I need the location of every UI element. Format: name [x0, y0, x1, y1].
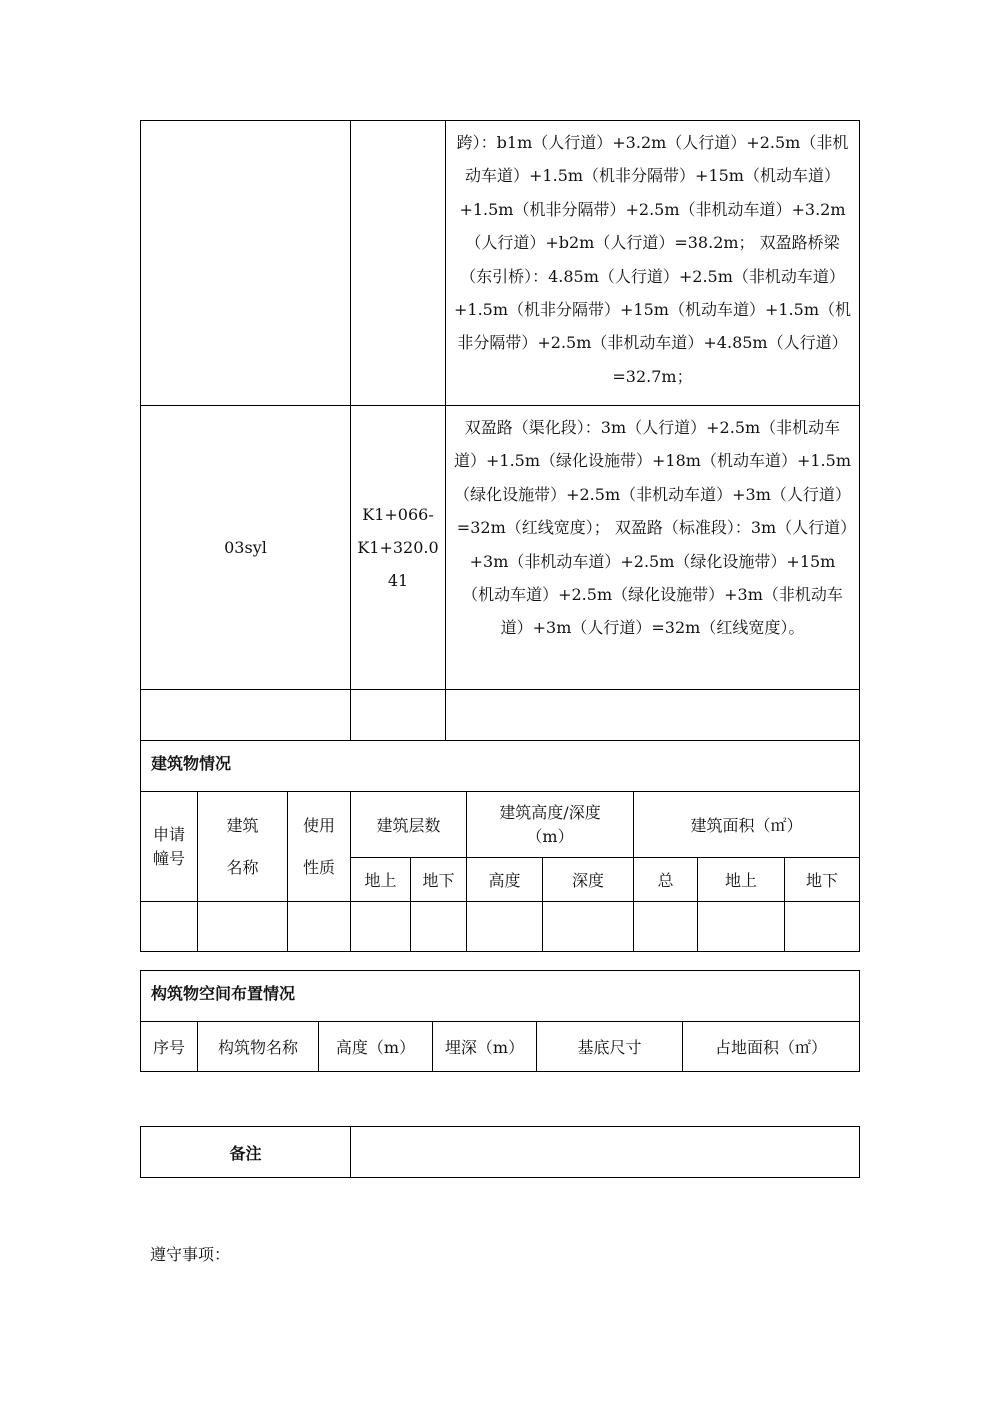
- subheader-area-total: 总: [634, 858, 698, 902]
- road-section-table: [140, 120, 860, 741]
- header-floors: 建筑层数: [351, 792, 467, 858]
- subheader-floors-below: 地下: [411, 858, 467, 902]
- notice-heading: 遵守事项：: [150, 1245, 231, 1264]
- subheader-area-above: 地上: [698, 858, 785, 902]
- range-line: K1+320.0: [357, 538, 439, 557]
- table-row: [141, 406, 860, 690]
- empty-cell: [698, 902, 785, 952]
- structure-table: [140, 970, 860, 1072]
- structure-section-title: 构筑物空间布置情况: [141, 971, 860, 1022]
- header-building-name: [198, 792, 288, 902]
- remark-value: [351, 1127, 860, 1178]
- section-description-cell: 双盈路（渠化段）：3m（人行道）+2.5m（非机动车道）+1.5m（绿化设施带）+18m（机动车道）+1.5m（绿化设施带）+2.5m（非机动车道）+3m（人行道）=32m（红线宽度）； 双盈路（标准段）：3m（人行道）+3m（非机动车道）+2.5m（绿化设施带）+15m（机动车道）+2.5m（绿化设施带）+3m（非机动车道）+3m（人行道）=32m（红线宽度）。: [446, 406, 860, 690]
- empty-cell: [141, 690, 351, 741]
- range-line: 41: [387, 571, 409, 590]
- header-land-area: 占地面积（㎡）: [683, 1022, 860, 1072]
- subheader-height: 高度: [467, 858, 543, 902]
- subheader-area-below: 地下: [785, 858, 860, 902]
- empty-cell: [634, 902, 698, 952]
- remark-label: 备注: [141, 1127, 351, 1178]
- table-row: [141, 121, 860, 406]
- header-area: 建筑面积（㎡）: [634, 792, 860, 858]
- building-table: [140, 740, 860, 952]
- section-description-cell: 跨）：b1m（人行道）+3.2m（人行道）+2.5m（非机动车道）+1.5m（机非分隔带）+15m（机动车道）+1.5m（机非分隔带）+2.5m（非机动车道）+3.2m（人行道）+b2m（人行道）=38.2m； 双盈路桥梁（东引桥）：4.85m（人行道）+2.5m（非机动车道）+1.5m（机非分隔带）+15m（机动车道）+1.5m（机非分隔带）+2.5m（非机动车道）+4.85m（人行道）=32.7m；: [446, 121, 860, 406]
- remark-table: [140, 1126, 860, 1178]
- header-text: 建筑: [226, 815, 259, 835]
- empty-cell: [351, 902, 411, 952]
- empty-cell: [288, 902, 351, 952]
- table-row: [141, 902, 860, 952]
- header-apply-no: [141, 792, 198, 902]
- building-section-title: 建筑物情况: [141, 741, 860, 792]
- section-id-cell: [141, 121, 351, 406]
- empty-cell: [141, 902, 198, 952]
- empty-cell: [785, 902, 860, 952]
- header-text: （m）: [526, 826, 574, 846]
- header-text: 建筑高度/深度: [499, 802, 601, 822]
- header-text: 幢号: [152, 848, 185, 868]
- header-text: 名称: [226, 857, 259, 877]
- empty-cell: [543, 902, 634, 952]
- empty-cell: [198, 902, 288, 952]
- header-text: 性质: [302, 857, 335, 877]
- header-structure-name: 构筑物名称: [198, 1022, 319, 1072]
- section-id-cell: 03syl: [141, 406, 351, 690]
- section-range-cell: [351, 406, 446, 690]
- header-height-depth: [467, 792, 634, 858]
- header-height: 高度（m）: [319, 1022, 433, 1072]
- empty-cell: [351, 690, 446, 741]
- empty-cell: [446, 690, 860, 741]
- subheader-depth: 深度: [543, 858, 634, 902]
- empty-cell: [411, 902, 467, 952]
- header-usage: [288, 792, 351, 902]
- header-burial-depth: 埋深（m）: [433, 1022, 537, 1072]
- header-no: 序号: [141, 1022, 198, 1072]
- section-range-cell: [351, 121, 446, 406]
- header-base-size: 基底尺寸: [537, 1022, 683, 1072]
- table-row: [141, 690, 860, 741]
- range-line: K1+066-: [362, 505, 434, 524]
- header-text: 使用: [302, 815, 335, 835]
- subheader-floors-above: 地上: [351, 858, 411, 902]
- header-text: 申请: [152, 824, 185, 844]
- empty-cell: [467, 902, 543, 952]
